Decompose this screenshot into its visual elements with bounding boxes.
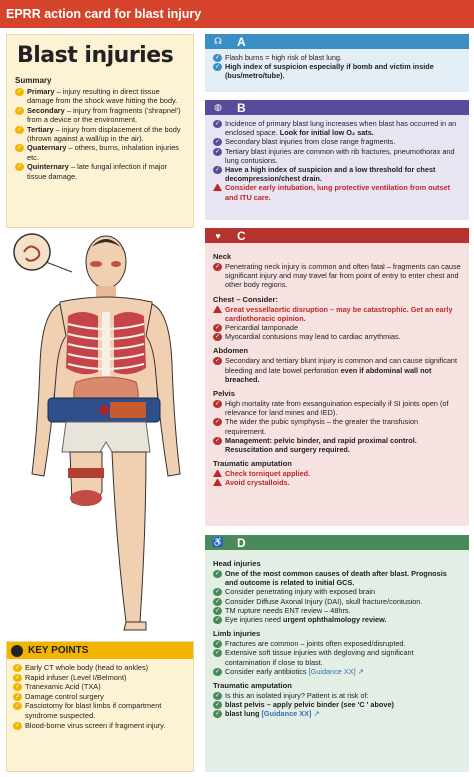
bullet-row bbox=[213, 147, 461, 165]
bullet-main-text: Extensive soft tissue injuries with degloving and significant contamination if close to blast. bbox=[225, 648, 414, 667]
bullet-row bbox=[213, 615, 461, 624]
bullet-text bbox=[225, 62, 461, 80]
bullet-row bbox=[213, 648, 461, 666]
bullet-text bbox=[225, 399, 461, 417]
bullet-bold-text: urgent ophthalmology review. bbox=[283, 615, 387, 625]
bullet-text bbox=[225, 478, 461, 487]
bullet-main-text: blast lung bbox=[225, 709, 262, 719]
bullet-main-text: Secondary blast injuries from close range fragments. bbox=[225, 137, 396, 147]
summary-term: Tertiary bbox=[27, 124, 54, 134]
check-icon: ✓ bbox=[214, 334, 221, 341]
bullet-main-text: Consider early antibiotics bbox=[225, 666, 309, 676]
bullet-text bbox=[225, 667, 461, 676]
subsection-heading: Pelvis bbox=[213, 389, 235, 399]
key-point-text: Fasciotomy for blast limbs if compartment syndrome suspected. bbox=[25, 701, 162, 720]
summary-item bbox=[15, 143, 187, 162]
check-icon: ✓ bbox=[214, 702, 221, 709]
bullet-main-text: Have a high index of suspicion and a low threshold for chest decompression/chest drain. bbox=[225, 165, 436, 184]
bullet-text bbox=[225, 606, 461, 615]
check-icon: ✓ bbox=[14, 684, 21, 691]
bullet-row bbox=[213, 53, 461, 62]
bullet-main-text: Tertiary blast injuries are common with rib fractures, pneumothorax and lung contusions. bbox=[225, 146, 455, 165]
check-icon: ✓ bbox=[214, 121, 221, 127]
section-b-body bbox=[205, 115, 469, 206]
section-c bbox=[205, 228, 469, 526]
bullet-row bbox=[213, 183, 461, 201]
summary-item bbox=[15, 125, 187, 144]
key-points-panel bbox=[6, 641, 194, 772]
subsection-heading: Neck bbox=[213, 252, 232, 261]
check-icon: ✓ bbox=[14, 693, 21, 700]
tourniquet-shape bbox=[68, 468, 104, 478]
key-point-item bbox=[13, 663, 187, 673]
check-icon: ✓ bbox=[214, 617, 221, 624]
subsection-heading: Traumatic amputation bbox=[213, 681, 292, 691]
check-icon: ✓ bbox=[16, 145, 23, 152]
airway-icon: ☊ bbox=[214, 36, 222, 46]
bullet-row bbox=[213, 62, 461, 80]
bullet-bold-text: even if abdominal wall not breached. bbox=[225, 365, 432, 384]
check-icon: ✓ bbox=[16, 164, 23, 171]
bullet-row bbox=[213, 569, 461, 587]
section-d bbox=[205, 535, 469, 772]
check-icon: ✓ bbox=[214, 668, 221, 675]
bullet-text bbox=[225, 147, 461, 165]
section-c-letter: C bbox=[237, 228, 246, 243]
bullet-text bbox=[225, 569, 461, 587]
bullet-main-text: Consider penetrating injury with exposed brain bbox=[225, 587, 376, 597]
bullet-row bbox=[213, 667, 461, 676]
section-d-body bbox=[205, 550, 469, 723]
bullet-text bbox=[225, 436, 461, 454]
right-leg-shape bbox=[112, 452, 146, 622]
bullet-row bbox=[213, 587, 461, 596]
bullet-main-text: Flash burns = high risk of blast lung. bbox=[225, 53, 343, 62]
subsection-heading: Head injuries bbox=[213, 559, 261, 568]
check-icon: ✓ bbox=[214, 401, 221, 408]
summary-term: Quaternary bbox=[27, 143, 67, 153]
check-icon: ✓ bbox=[16, 89, 23, 95]
lungs-icon: ◍ bbox=[214, 102, 222, 112]
bullet-row bbox=[213, 262, 461, 290]
bullet-text bbox=[225, 469, 461, 478]
heart-icon: ♥ bbox=[215, 230, 221, 241]
check-icon: ✓ bbox=[214, 607, 221, 614]
check-icon: ✓ bbox=[214, 641, 221, 648]
key-point-text: Blood-borne virus screen if fragment injury. bbox=[25, 720, 166, 730]
section-a bbox=[205, 34, 469, 92]
bullet-row bbox=[213, 137, 461, 146]
warning-icon bbox=[213, 479, 222, 486]
bullet-main-text: Check torniquet applied. bbox=[225, 469, 311, 479]
check-icon: ✓ bbox=[214, 167, 221, 174]
check-icon: ✓ bbox=[214, 598, 221, 605]
bullet-row bbox=[213, 417, 461, 435]
summary-list bbox=[15, 87, 187, 181]
bullet-text bbox=[225, 53, 461, 62]
bullet-row bbox=[213, 119, 461, 137]
bullet-row bbox=[213, 597, 461, 606]
summary-panel bbox=[6, 34, 194, 228]
external-link-icon[interactable]: ↗ bbox=[311, 709, 320, 719]
section-b bbox=[205, 100, 469, 220]
guidance-link[interactable]: [Guidance XX] bbox=[261, 709, 312, 719]
section-d-letter: D bbox=[237, 535, 246, 550]
bullet-main-text: Consider early intubation, lung protective ventilation from outset and ITU care. bbox=[225, 183, 451, 202]
bullet-main-text: One of the most common causes of death after blast. Prognosis and outcome is related to initial GCS. bbox=[225, 569, 447, 588]
header-bar bbox=[0, 0, 474, 28]
key-point-item bbox=[13, 692, 187, 702]
summary-item bbox=[15, 106, 187, 125]
external-link-icon[interactable]: ↗ bbox=[355, 666, 364, 676]
key-point-item bbox=[13, 721, 187, 731]
bullet-row bbox=[213, 691, 461, 700]
person-icon: ♿ bbox=[212, 537, 224, 547]
bullet-main-text: Eye injuries need bbox=[225, 615, 284, 625]
check-icon: ✓ bbox=[214, 711, 221, 718]
bullet-main-text: Is this an isolated injury? Patient is at risk of: bbox=[225, 691, 369, 701]
section-c-bar bbox=[205, 228, 469, 243]
bullet-text bbox=[225, 587, 461, 596]
check-icon: ✓ bbox=[214, 650, 221, 657]
key-point-item bbox=[13, 682, 187, 692]
guidance-link[interactable]: [Guidance XX] bbox=[308, 666, 356, 676]
bullet-row bbox=[213, 709, 461, 718]
bullet-main-text: Consider Diffuse Axonal Injury (DAI), skull fracture/contusion. bbox=[225, 596, 423, 606]
bullet-row bbox=[213, 639, 461, 648]
check-icon: ✓ bbox=[214, 264, 221, 270]
bullet-main-text: blast pelvis – apply pelvic binder (see 'C ' above) bbox=[225, 700, 394, 710]
bullet-text bbox=[225, 262, 461, 290]
bullet-row bbox=[213, 323, 461, 332]
key-point-text: Damage control surgery bbox=[25, 691, 104, 701]
summary-term: Secondary bbox=[27, 105, 65, 115]
bullet-text bbox=[225, 417, 461, 435]
check-icon: ✓ bbox=[14, 703, 21, 710]
summary-desc: – others, burns, inhalation injuries etc. bbox=[27, 143, 180, 162]
bullet-text bbox=[225, 648, 461, 666]
bullet-text bbox=[225, 615, 461, 624]
bullet-main-text: Myocardial contusions may lead to cardiac arrythmias. bbox=[225, 332, 401, 342]
check-icon: ✓ bbox=[214, 419, 221, 426]
warning-icon bbox=[213, 306, 222, 313]
bullet-text bbox=[225, 691, 461, 700]
bullet-row bbox=[213, 356, 461, 384]
bullet-text bbox=[225, 639, 461, 648]
bullet-main-text: TM rupture needs ENT review – 48hrs. bbox=[225, 605, 351, 615]
check-icon: ✓ bbox=[214, 437, 221, 444]
summary-item-text bbox=[27, 143, 187, 162]
key-points-header bbox=[7, 642, 193, 659]
check-icon: ✓ bbox=[214, 589, 221, 596]
body-illustration bbox=[10, 232, 196, 637]
summary-desc: – injury from displacement of the body (thrown against a wall/up in the air). bbox=[27, 124, 181, 144]
warning-icon bbox=[213, 184, 222, 191]
check-icon: ✓ bbox=[214, 139, 221, 146]
summary-item bbox=[15, 87, 187, 106]
bullet-text bbox=[225, 119, 461, 137]
bullet-row bbox=[213, 606, 461, 615]
summary-desc: – late fungal infection if major tissue damage. bbox=[27, 162, 168, 181]
key-points-list bbox=[7, 659, 193, 734]
check-icon: ✓ bbox=[214, 571, 221, 577]
bullet-row bbox=[213, 399, 461, 417]
bullet-main-text: High index of suspicion especially if bomb and victim inside (bus/metro/tube). bbox=[225, 62, 434, 81]
warning-icon bbox=[213, 470, 222, 477]
section-d-bar bbox=[205, 535, 469, 550]
summary-item bbox=[15, 162, 187, 181]
key-point-text: Early CT whole body (head to ankles) bbox=[25, 663, 149, 672]
summary-item-text bbox=[27, 87, 187, 106]
bullet-row bbox=[213, 469, 461, 478]
key-point-text: Tranexamic Acid (TXA) bbox=[25, 682, 101, 692]
ear-inset-icon bbox=[14, 234, 50, 270]
summary-desc: – injury from fragments ('shrapnel') from a device or the environment. bbox=[27, 105, 181, 125]
bullet-main-text: Penetrating neck injury is common and often fatal – fragments can cause significant injury and may travel far from point of entry to enter chest and other body regions. bbox=[225, 262, 461, 290]
key-icon bbox=[11, 645, 23, 657]
key-points-heading: KEY POINTS bbox=[28, 645, 89, 656]
section-a-bar bbox=[205, 34, 469, 49]
check-icon: ✓ bbox=[214, 148, 221, 155]
check-icon: ✓ bbox=[214, 325, 221, 332]
bullet-row bbox=[213, 305, 461, 323]
key-point-item bbox=[13, 701, 187, 720]
section-b-bar bbox=[205, 100, 469, 115]
bullet-bold-text: Look for initial low O₂ sats. bbox=[279, 128, 374, 138]
bullet-text bbox=[225, 709, 461, 718]
bullet-text bbox=[225, 305, 461, 323]
bullet-text bbox=[225, 700, 461, 709]
section-a-body bbox=[205, 49, 469, 85]
bullet-main-text: Management: pelvic binder, and rapid proximal control. Resuscitation and surgery required. bbox=[225, 435, 417, 455]
bullet-main-text: Incidence of primary blast lung increases when blast has occurred in an enclosed space. bbox=[225, 119, 457, 138]
subsection-heading: Abdomen bbox=[213, 346, 249, 356]
summary-term: Quinternary bbox=[27, 162, 69, 172]
check-icon: ✓ bbox=[214, 693, 221, 700]
bullet-main-text: Secondary and tertiary blunt injury is common and can cause significant bleeding and late bowel perforation bbox=[225, 356, 458, 375]
subsection-heading: Chest – Consider: bbox=[213, 294, 278, 304]
summary-item-text bbox=[27, 162, 187, 181]
check-icon: ✓ bbox=[14, 674, 21, 681]
bullet-text bbox=[225, 165, 461, 183]
key-point-text: Rapid infuser (Level I/Belmont) bbox=[25, 672, 127, 682]
bullet-row bbox=[213, 165, 461, 183]
bullet-main-text: Pericardial tamponade bbox=[225, 323, 299, 333]
key-point-item bbox=[13, 673, 187, 683]
subsection-heading: Traumatic amputation bbox=[213, 459, 292, 469]
summary-item-text bbox=[27, 125, 187, 144]
bullet-text bbox=[225, 597, 461, 606]
section-a-letter: A bbox=[237, 34, 246, 49]
summary-term: Primary bbox=[27, 87, 55, 96]
check-icon: ✓ bbox=[214, 64, 221, 71]
summary-heading: Summary bbox=[15, 76, 52, 85]
bullet-row bbox=[213, 436, 461, 454]
summary-desc: – injury resulting in direct tissue damage from the shock wave hitting the body. bbox=[27, 87, 178, 106]
bullet-main-text: High mortality rate from exsanguination especially if SI joints open (of relevance for land mines and IED). bbox=[225, 399, 449, 418]
bullet-main-text: Avoid crystalloids. bbox=[225, 478, 290, 488]
section-b-letter: B bbox=[237, 100, 246, 115]
page-title: EPRR action card for blast injury bbox=[6, 7, 202, 21]
bullet-text bbox=[225, 332, 461, 341]
bullet-text bbox=[225, 323, 461, 332]
check-icon: ✓ bbox=[14, 665, 21, 671]
bullet-text bbox=[225, 137, 461, 146]
bullet-main-text: Fractures are common – joints often exposed/disrupted. bbox=[225, 639, 406, 649]
bullet-main-text: The wider the pubic symphysis – the greater the transfusion requirement. bbox=[225, 417, 419, 436]
summary-item-text bbox=[27, 106, 187, 125]
bullet-text bbox=[225, 183, 461, 201]
check-icon: ✓ bbox=[16, 126, 23, 133]
check-icon: ✓ bbox=[214, 358, 221, 365]
section-c-body bbox=[205, 243, 469, 492]
bullet-main-text: Great vessel/aortic disruption – may be catastrophic. Get an early cardiothoracic opinion. bbox=[225, 304, 453, 323]
blast-injuries-title: Blast injuries bbox=[17, 43, 174, 68]
bullet-row bbox=[213, 332, 461, 341]
subsection-heading: Limb injuries bbox=[213, 629, 261, 639]
check-icon: ✓ bbox=[14, 722, 21, 729]
bullet-row bbox=[213, 700, 461, 709]
check-icon: ✓ bbox=[16, 107, 23, 114]
check-icon: ✓ bbox=[214, 55, 221, 61]
bullet-row bbox=[213, 478, 461, 487]
bullet-text bbox=[225, 356, 461, 384]
